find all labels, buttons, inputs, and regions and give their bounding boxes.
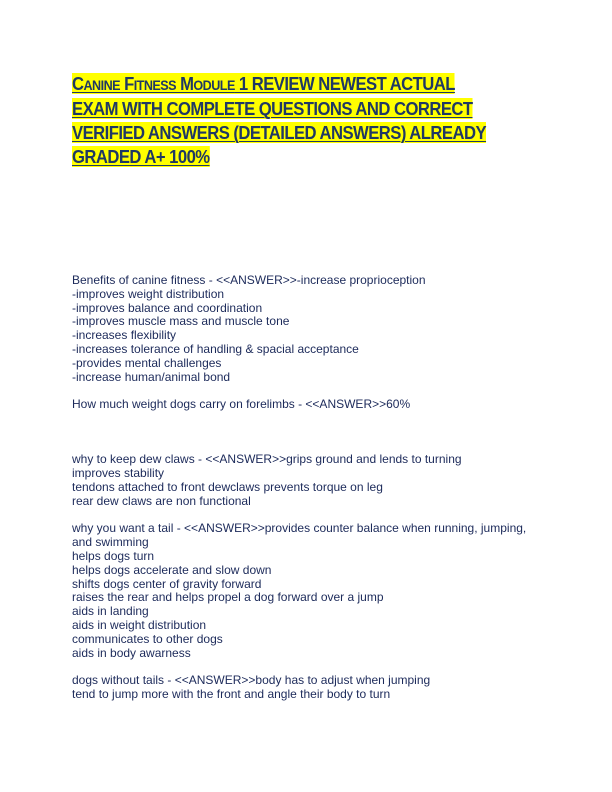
title-word-module: ODULE bbox=[193, 77, 235, 93]
qa-line: why to keep dew claws - <<ANSWER>>grips ground and lends to turning bbox=[72, 452, 462, 467]
qa-line: dogs without tails - <<ANSWER>>body has to adjust when jumping bbox=[72, 673, 431, 688]
qa-line: -provides mental challenges bbox=[72, 355, 222, 370]
spacer bbox=[72, 509, 552, 523]
qa-item-benefits bbox=[72, 274, 552, 384]
qa-line: raises the rear and helps propel a dog forward over a jump bbox=[72, 590, 384, 605]
spacer bbox=[72, 384, 552, 398]
qa-item-tail bbox=[72, 522, 552, 660]
qa-item-no-tail bbox=[72, 674, 552, 702]
title-rest: 1 REVIEW NEWEST ACTUAL EXAM WITH COMPLETE QUESTIONS AND CORRECT VERIFIED ANSWERS (DETAILED ANSWERS) ALREADY GRADED A+ 100% bbox=[72, 73, 487, 167]
qa-line: aids in weight distribution bbox=[72, 617, 207, 632]
qa-line: improves stability bbox=[72, 466, 165, 481]
qa-line: aids in landing bbox=[72, 604, 149, 619]
qa-line: rear dew claws are non functional bbox=[72, 493, 251, 508]
qa-line: -improves balance and coordination bbox=[72, 300, 263, 315]
qa-line: tendons attached to front dewclaws prevents torque on leg bbox=[72, 479, 383, 494]
qa-line: tend to jump more with the front and angle their body to turn bbox=[72, 686, 391, 701]
qa-item-dew-claws bbox=[72, 453, 552, 508]
title-initial-fitness: F bbox=[124, 73, 134, 94]
qa-line: helps dogs accelerate and slow down bbox=[72, 562, 272, 577]
qa-item-forelimb-weight bbox=[72, 398, 552, 412]
qa-line: -increase human/animal bond bbox=[72, 369, 231, 384]
qa-line: why you want a tail - <<ANSWER>>provides counter balance when running, jumping, bbox=[72, 521, 527, 536]
qa-line: shifts dogs center of gravity forward bbox=[72, 576, 262, 591]
title-highlight bbox=[72, 73, 486, 167]
title-word-fitness: ITNESS bbox=[133, 77, 176, 93]
qa-line: communicates to other dogs bbox=[72, 631, 223, 646]
title-initial-module: M bbox=[180, 73, 194, 94]
qa-body bbox=[72, 274, 552, 702]
qa-line: and swimming bbox=[72, 535, 149, 550]
qa-line: -improves weight distribution bbox=[72, 286, 225, 301]
document-title bbox=[72, 72, 495, 169]
qa-line: How much weight dogs carry on forelimbs - <<ANSWER>>60% bbox=[72, 397, 411, 412]
spacer bbox=[72, 660, 552, 674]
qa-line: -increases flexibility bbox=[72, 328, 177, 343]
qa-line: helps dogs turn bbox=[72, 548, 155, 563]
qa-line: -increases tolerance of handling & spacial acceptance bbox=[72, 341, 359, 356]
qa-line: Benefits of canine fitness - <<ANSWER>>-increase proprioception bbox=[72, 273, 426, 287]
title-initial-canine: C bbox=[72, 73, 84, 94]
title-word-canine: ANINE bbox=[83, 77, 120, 93]
qa-line: aids in body awarness bbox=[72, 645, 191, 660]
spacer bbox=[72, 412, 552, 453]
qa-line: -improves muscle mass and muscle tone bbox=[72, 314, 290, 329]
